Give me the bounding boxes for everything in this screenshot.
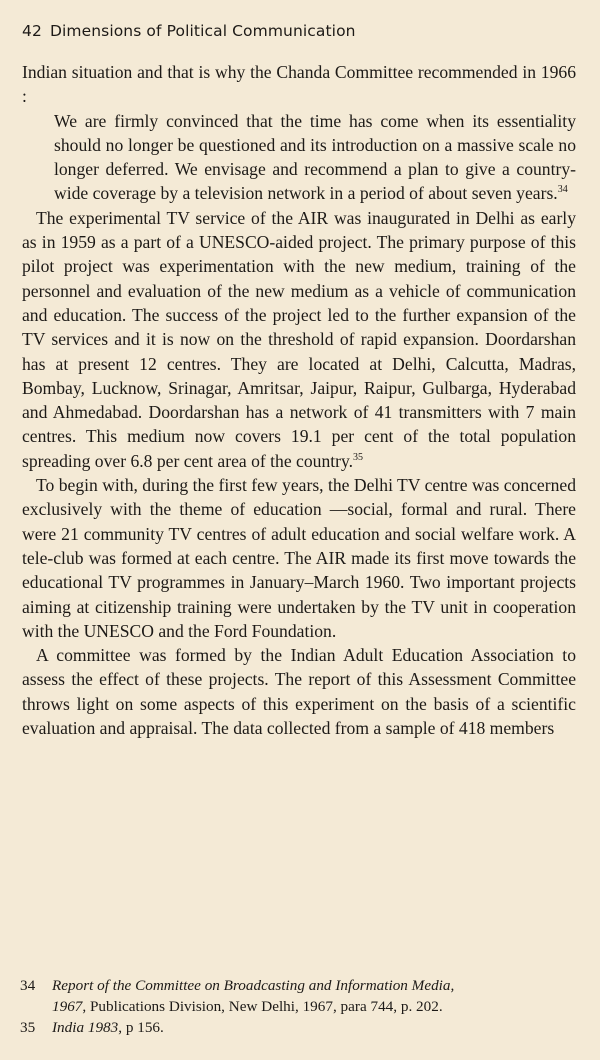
running-header bbox=[22, 22, 356, 40]
footnote-details: , Publications Division, New Delhi, 1967, para 744, p. 202. bbox=[82, 998, 443, 1015]
paragraph bbox=[22, 206, 576, 473]
footnote-number: 35 bbox=[20, 1019, 36, 1036]
footnote-year: 1967 bbox=[52, 998, 83, 1015]
footnote-35 bbox=[20, 1017, 576, 1038]
footnotes bbox=[20, 975, 576, 1038]
footnote-ref-34: 34 bbox=[557, 184, 568, 196]
paragraph: To begin with, during the first few years, the Delhi TV centre was concerned exclusively with the theme of education —social, formal and rural. There were 21 community TV centres of adult education and social welfare work. A tele-club was formed at each centre. The AIR made its first move towards the educational TV programmes in January–March 1960. Two important projects aiming at citizenship training were undertaken by the TV unit in cooperation with the UNESCO and the Ford Foundation. bbox=[22, 475, 576, 641]
opening-paragraph: Indian situation and that is why the Chanda Committee recommended in 1966 : bbox=[22, 62, 576, 107]
footnote-34 bbox=[20, 975, 576, 1017]
footnote-number: 34 bbox=[20, 977, 36, 994]
quote-text: We are firmly convinced that the time has come when its essentiality should no longer be questioned and its introduction on a massive scale no longer deferred. We envisage and recommend a plan to give a country-wide coverage by a television network in a period of about seven years. bbox=[54, 110, 576, 204]
body-text bbox=[22, 60, 576, 740]
paragraph: A committee was formed by the Indian Adult Education Association to assess the effect of these projects. The report of this Assessment Committee throws light on some aspects of this experiment on the basis of a scientific evaluation and appraisal. The data collected from a sample of 418 members bbox=[22, 645, 576, 739]
paragraph-text: The experimental TV service of the AIR was inaugurated in Delhi as early as in 1959 as a part of a UNESCO-aided project. The primary purpose of this pilot project was experimentation with the new medium, training of the personnel and evaluation of the new medium as a vehicle of communication and education. The success of the project led to the further expansion of the TV services and it is now on the threshold of rapid expansion. Doordarshan has at present 12 centres. They are located at Delhi, Calcutta, Madras, Bombay, Lucknow, Srinagar, Amritsar, Jaipur, Raipur, Gulbarga, Hyderabad and Ahmedabad. Doordarshan has a network of 41 transmitters with 7 main centres. This medium now covers 19.1 per cent of the total population spreading over 6.8 per cent area of the country. bbox=[22, 207, 576, 471]
footnote-ref-35: 35 bbox=[353, 451, 364, 463]
footnote-title: Report of the Committee on Broadcasting and Information Media, bbox=[52, 977, 455, 994]
page-number: 42 bbox=[22, 22, 42, 40]
footnote-details: , p 156. bbox=[118, 1019, 164, 1036]
block-quote bbox=[54, 109, 576, 206]
footnote-title: India 1983 bbox=[52, 1019, 119, 1036]
book-title: Dimensions of Political Communication bbox=[49, 22, 356, 40]
